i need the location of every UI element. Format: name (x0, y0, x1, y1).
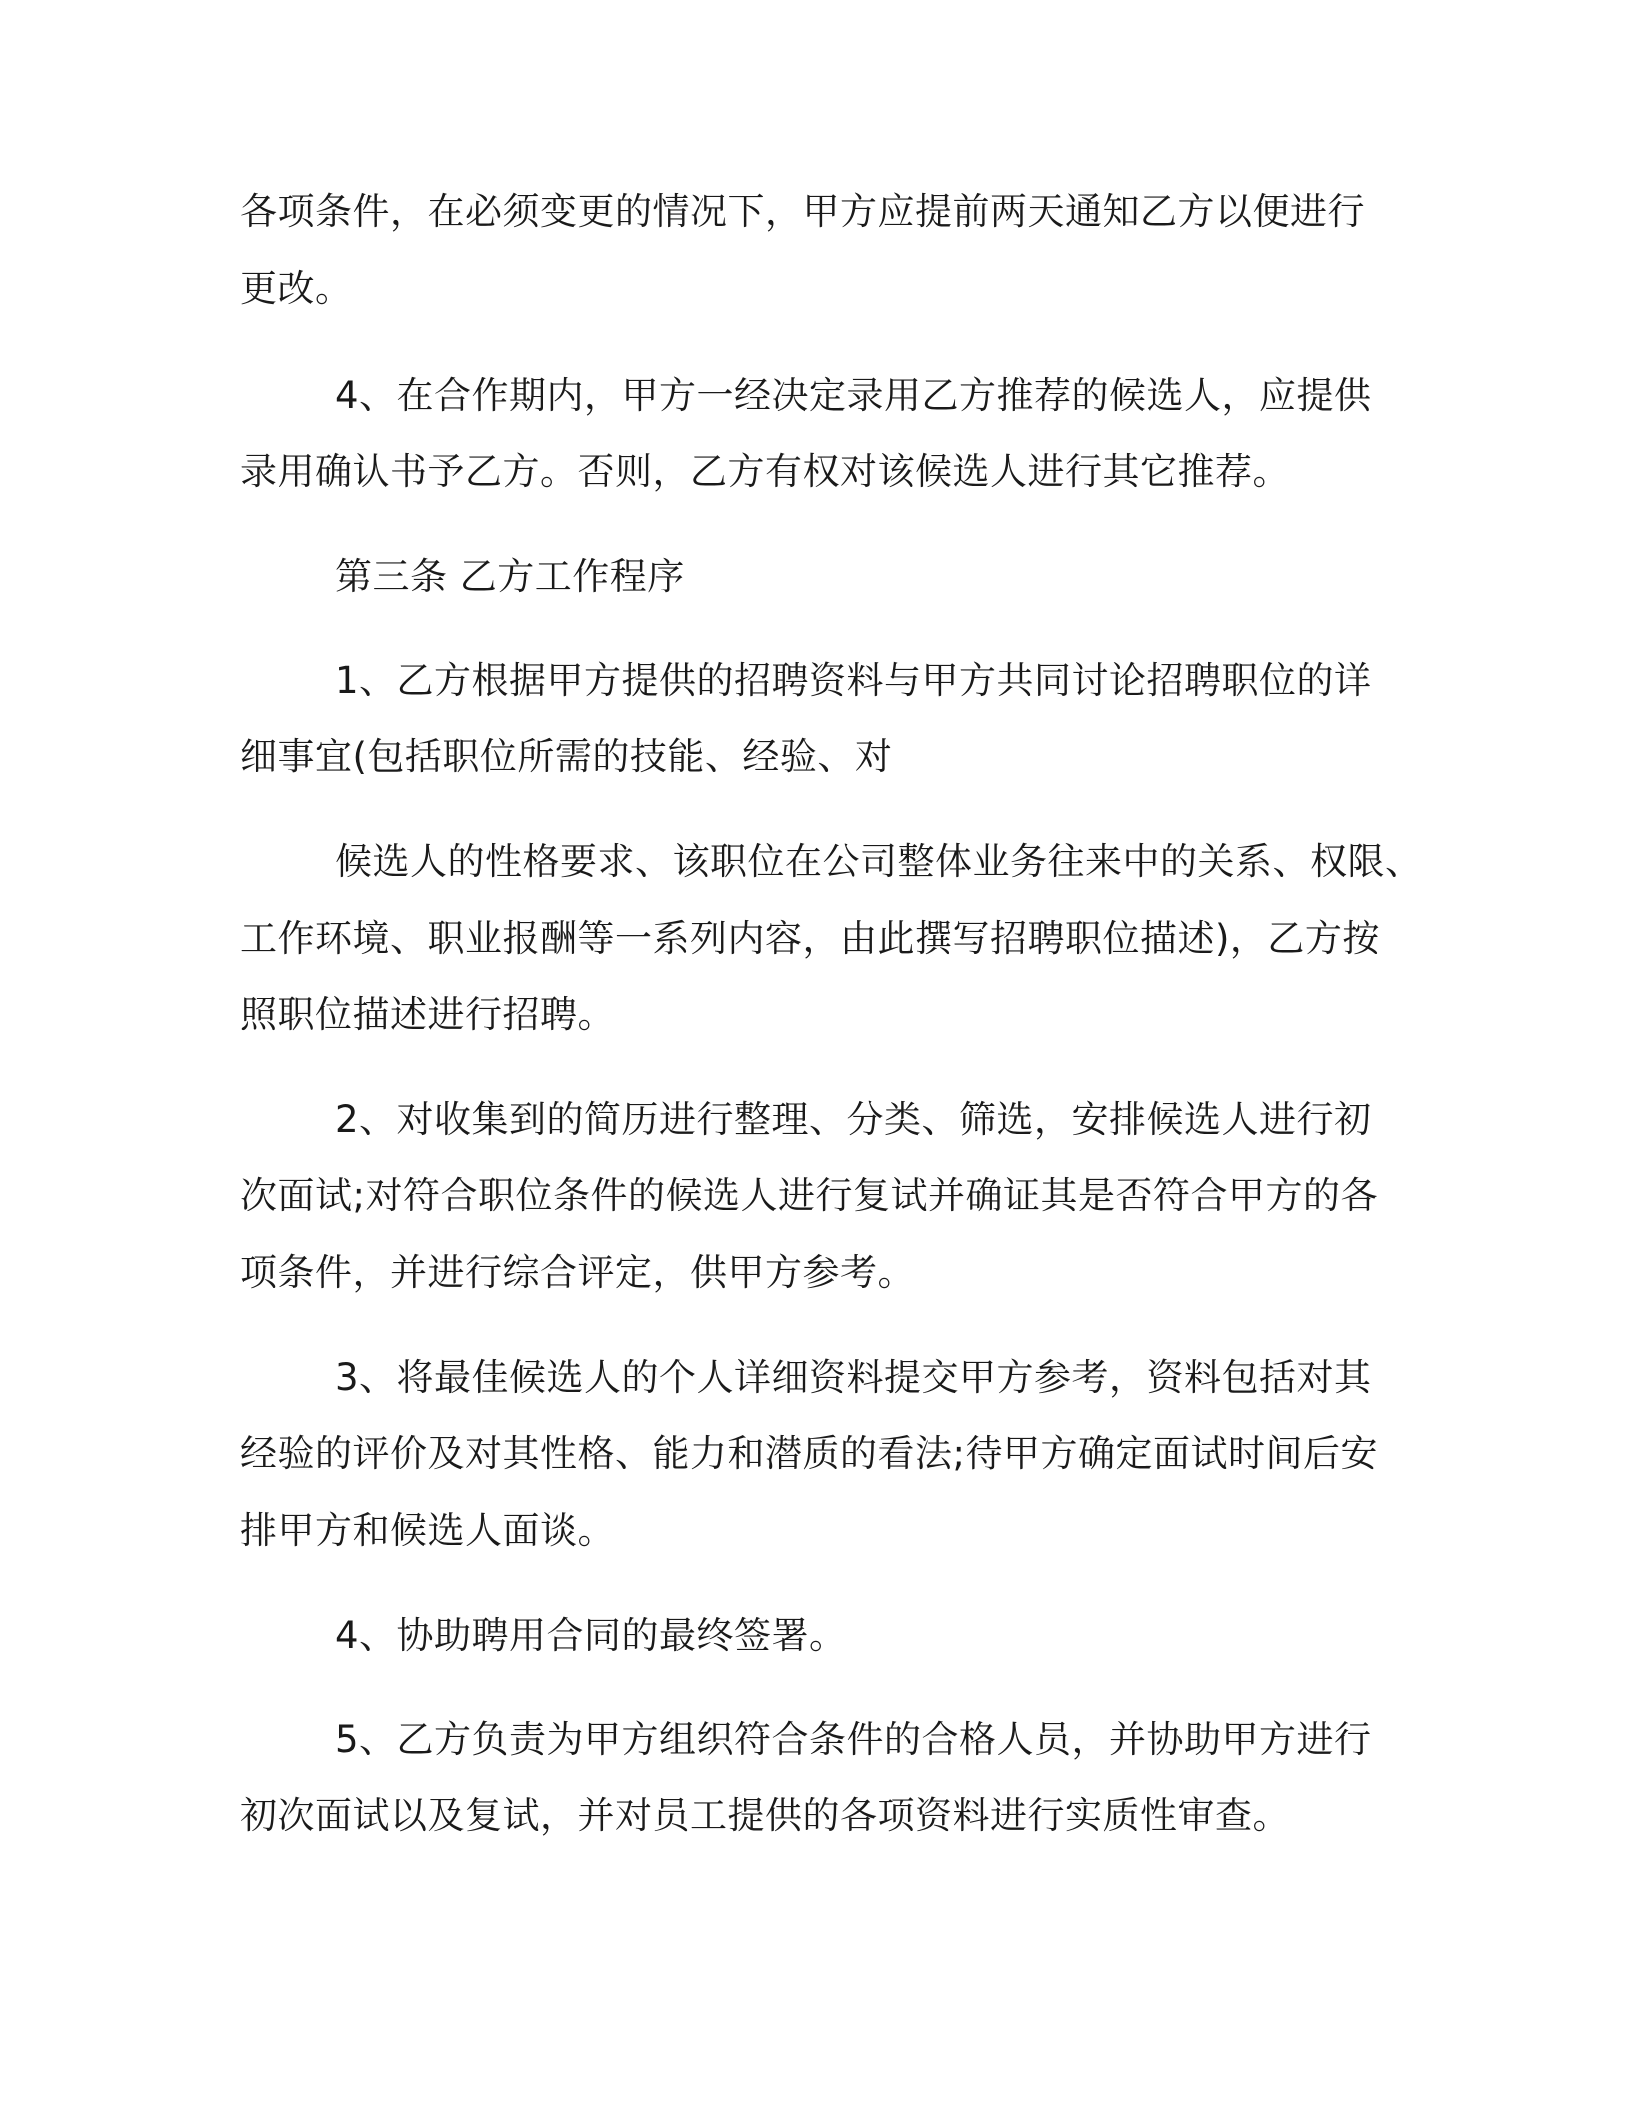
paragraph-line: 5、乙方负责为甲方组织符合条件的合格人员，并协助甲方进行 (335, 1718, 1372, 1761)
paragraph-line: 4、在合作期内，甲方一经决定录用乙方推荐的候选人，应提供 (335, 374, 1372, 417)
paragraph-line: 1、乙方根据甲方提供的招聘资料与甲方共同讨论招聘职位的详 (335, 659, 1372, 702)
paragraph-line: 排甲方和候选人面谈。 (240, 1509, 615, 1552)
paragraph-line: 4、协助聘用合同的最终签署。 (335, 1614, 847, 1657)
paragraph-line: 工作环境、职业报酬等一系列内容，由此撰写招聘职位描述)，乙方按 (240, 917, 1380, 960)
paragraph-line: 细事宜(包括职位所需的技能、经验、对 (240, 735, 893, 778)
paragraph-line: 录用确认书予乙方。否则，乙方有权对该候选人进行其它推荐。 (240, 450, 1290, 493)
paragraph-line: 经验的评价及对其性格、能力和潜质的看法;待甲方确定面试时间后安 (240, 1432, 1378, 1475)
paragraph-line: 次面试;对符合职位条件的候选人进行复试并确证其是否符合甲方的各 (240, 1174, 1378, 1217)
paragraph-line: 项条件，并进行综合评定，供甲方参考。 (240, 1251, 915, 1294)
paragraph-line: 3、将最佳候选人的个人详细资料提交甲方参考，资料包括对其 (335, 1356, 1372, 1399)
paragraph-line: 照职位描述进行招聘。 (240, 993, 615, 1036)
section-heading: 第三条 乙方工作程序 (335, 555, 685, 598)
paragraph-line: 初次面试以及复试，并对员工提供的各项资料进行实质性审查。 (240, 1794, 1290, 1837)
paragraph-line: 更改。 (240, 267, 353, 310)
paragraph-line: 候选人的性格要求、该职位在公司整体业务往来中的关系、权限、 (335, 840, 1423, 883)
paragraph-line: 各项条件，在必须变更的情况下，甲方应提前两天通知乙方以便进行 (240, 190, 1365, 233)
paragraph-line: 2、对收集到的简历进行整理、分类、筛选，安排候选人进行初 (335, 1098, 1372, 1141)
